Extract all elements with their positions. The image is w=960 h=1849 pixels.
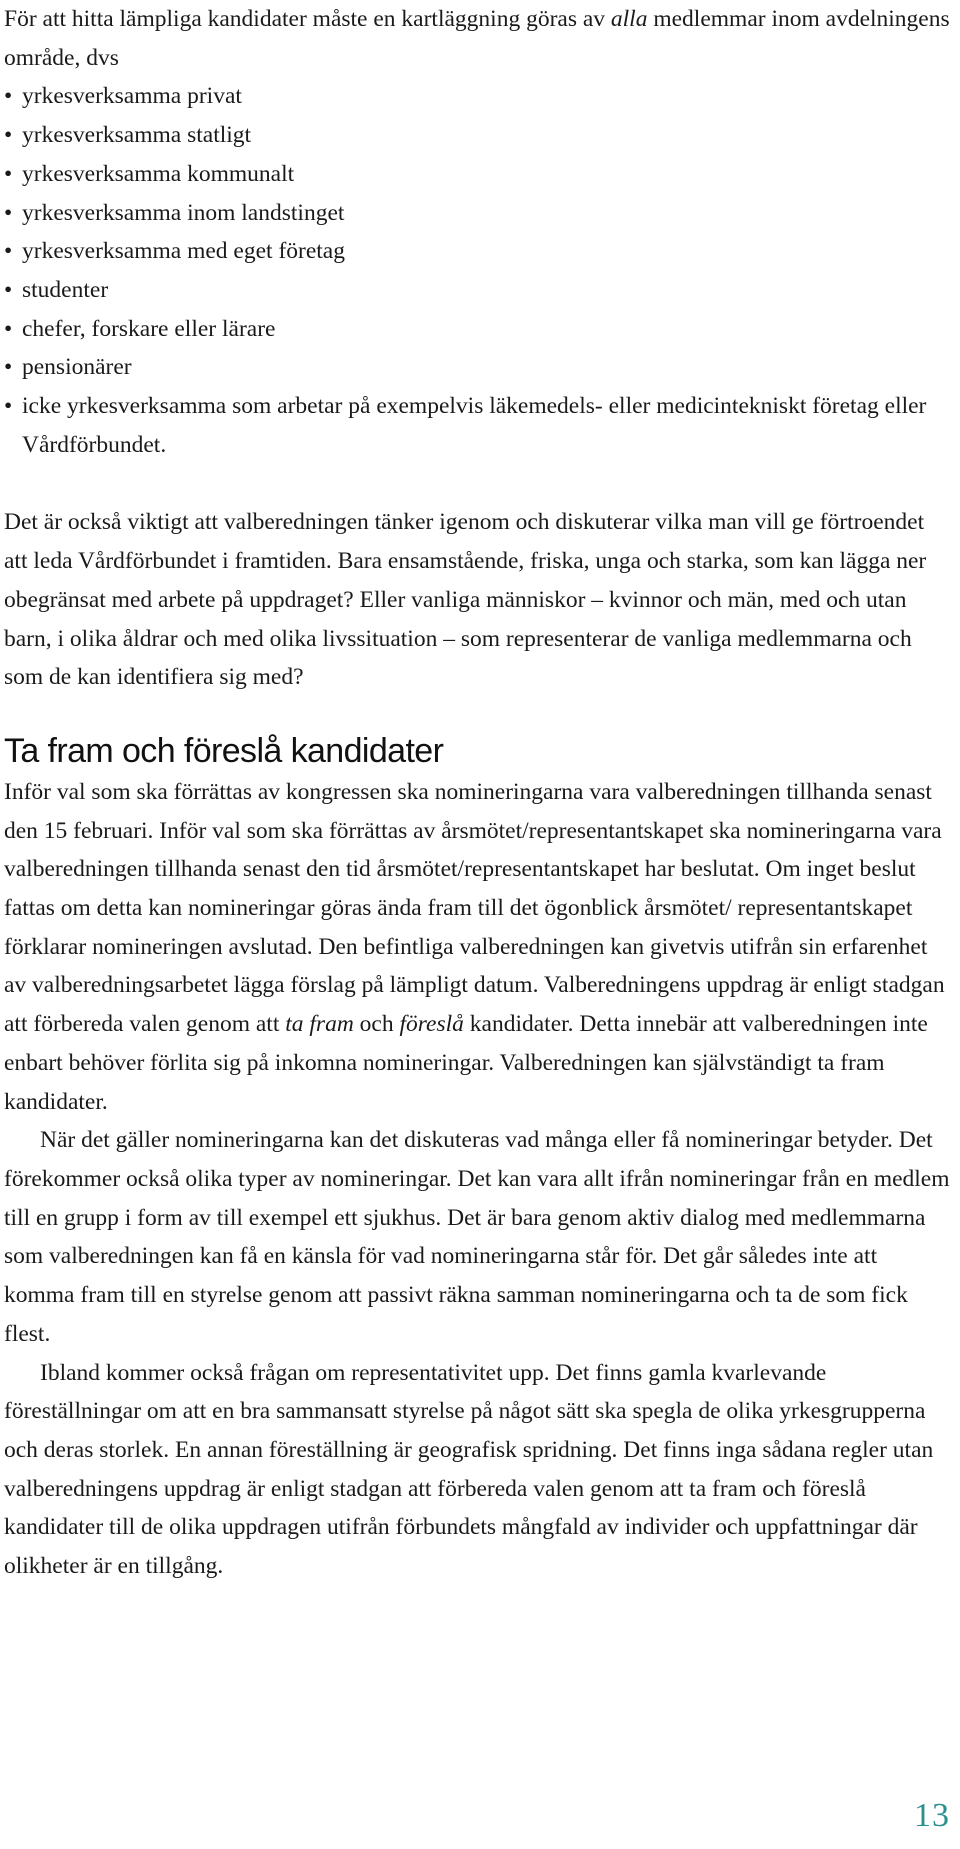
list-item: • yrkesverksamma inom landstinget xyxy=(4,194,952,233)
list-item: • yrkesverksamma kommunalt xyxy=(4,155,952,194)
list-item: • chefer, forskare eller lärare xyxy=(4,310,952,349)
section-paragraph xyxy=(4,773,952,1121)
list-item: • studenter xyxy=(4,271,952,310)
list-item: • yrkesverksamma med eget företag xyxy=(4,232,952,271)
list-item: • icke yrkesverksamma som arbetar på exempelvis läkemedels- eller medicintekniskt företag eller Vårdförbundet. xyxy=(4,387,952,464)
section-text: kandidater. Detta innebär att valberedningen inte enbart behöver förlita sig på inkomna nomineringar. Valberedningen kan självständigt ta fram kandidater. xyxy=(4,1011,928,1115)
member-category-list xyxy=(4,77,952,464)
page-number: 13 xyxy=(914,1797,950,1834)
section-text: Inför val som ska förrättas av kongressen ska nomineringarna vara valberedningen tillhanda senast den 15 februari. Inför val som ska förrättas av årsmötet/representantskapet ska nomineringarna vara valberedningen tillhanda senast den tid årsmötet/representantskapet har beslutat. Om inget beslut fattas om detta kan nomineringar göras ända fram till det ögonblick årsmötet/ representantskapet förklarar nomineringen avslutad. Den befintliga valberedningen kan givetvis utifrån sin erfarenhet av valberedningsarbetet lägga förslag på lämpligt datum. Valberedningens uppdrag är enligt stadgan att förbereda valen genom att xyxy=(4,778,945,1038)
intro-paragraph xyxy=(4,0,952,77)
section-heading: Ta fram och föreslå kandidater xyxy=(4,731,444,770)
list-item: • yrkesverksamma statligt xyxy=(4,116,952,155)
section-paragraph: Ibland kommer också frågan om representativitet upp. Det finns gamla kvarlevande föreställningar om att en bra sammansatt styrelse på något sätt ska spegla de olika yrkesgrupperna och deras storlek. En annan föreställning är geografisk spridning. Det finns inga sådana regler utan valberedningens uppdrag är enligt stadgan att förbereda valen genom att ta fram och föreslå kandidater till de olika uppdragen utifrån förbundets mångfald av individer och uppfattningar där olikheter är en tillgång. xyxy=(4,1359,934,1580)
body-paragraph: Det är också viktigt att valberedningen tänker igenom och diskuterar vilka man vill ge förtroendet att leda Vårdförbundet i framtiden. Bara ensamstående, friska, unga och starka, som kan lägga ner obegränsat med arbete på uppdraget? Eller vanliga människor – kvinnor och män, med och utan barn, i olika åldrar och med olika livssituation – som representerar de vanliga medlemmarna och som de kan identifiera sig med? xyxy=(4,509,927,691)
section-candidates xyxy=(4,731,952,1586)
intro-text-end: medlemmar inom avdelningens område, dvs xyxy=(4,6,950,71)
document-page xyxy=(4,0,952,1586)
section-paragraph: När det gäller nomineringarna kan det diskuteras vad många eller få nomineringar betyder. Det förekommer också olika typer av nomineringar. Det kan vara allt ifrån nomineringar från en medlem till en grupp i form av till exempel ett sjukhus. Det är bara genom aktiv dialog med medlemmarna som valberedningen kan få en känsla för vad nomineringarna står för. Det går således inte att komma fram till en styrelse genom att passivt räkna samman nomineringarna och ta de som fick flest. xyxy=(4,1127,950,1347)
intro-text: För att hitta lämpliga kandidater måste en kartläggning göras av xyxy=(4,6,611,32)
list-item: • yrkesverksamma privat xyxy=(4,77,952,116)
intro-emphasis: alla xyxy=(610,6,648,32)
list-item: • pensionärer xyxy=(4,348,952,387)
section-emphasis: ta fram xyxy=(285,1011,354,1038)
section-emphasis: föreslå xyxy=(399,1011,464,1038)
section-text: och xyxy=(353,1011,400,1038)
